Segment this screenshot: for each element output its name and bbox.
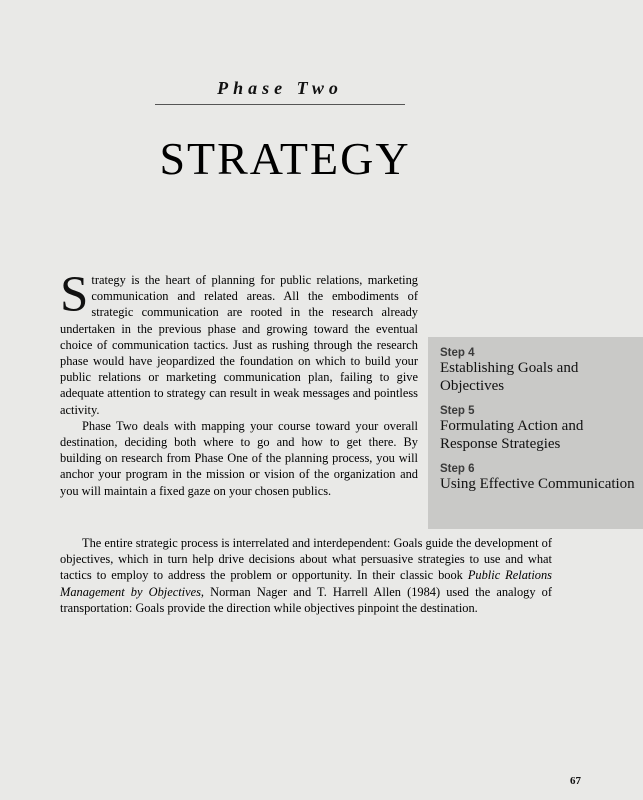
step-label: Step 6: [440, 463, 475, 475]
paragraph-two: Phase Two deals with mapping your course toward your overall destination, deciding both where to go and how to get there. By building on research from Phase One of the planning process, you will anchor your program in the mission or vision of the organization and you will maintain a fixed gaze on your chosen publics.: [60, 418, 418, 498]
step-title: Establishing Goals and Objectives: [440, 360, 579, 394]
paragraph-one-text: trategy is the heart of planning for public relations, marketing communication and related areas. All the embodiments of strategic communication are rooted in the research already undertaken in the previous phase and growing toward the eventual choice of communication tactics. Just as rushing through the research phase would have jeopardized the foundation on which to build your public relations or marketing communication plan, failing to give adequate attention to strategy can result in weak messages and pointless activity.: [60, 273, 418, 417]
body-text-top: [60, 267, 418, 499]
step-label: Step 5: [440, 405, 475, 417]
step-label: Step 4: [440, 347, 475, 359]
step-title: Formulating Action and Response Strategies: [440, 418, 584, 452]
drop-cap: S: [60, 267, 89, 323]
paragraph-one: [60, 267, 418, 418]
paragraph-three-part-two: Norman Nager and T. Harrell Allen (1984) used the analogy of transportation: Goals provide the direction while objectives pinpoint the destination.: [60, 584, 552, 615]
page-title: STRATEGY: [159, 133, 411, 184]
paragraph-three: [60, 535, 552, 616]
phase-label: Phase Two: [217, 78, 343, 98]
step-item: [440, 405, 643, 453]
phase-divider-rule: [155, 104, 405, 105]
paragraph-three-part-one: The entire strategic process is interrelated and interdependent: Goals guide the development of objectives, which in turn help drive decisions about what persuasive strategies to use and what tactics to employ to address the problem or opportunity. In their classic book: [60, 536, 552, 583]
body-text-bottom: [60, 535, 552, 616]
steps-sidebar: [428, 337, 643, 529]
step-title: Using Effective Communication: [440, 476, 635, 492]
page-number: 67: [570, 775, 581, 787]
step-item: [440, 463, 643, 494]
book-title-citation: Public Relations Management by Objectives,: [60, 568, 552, 599]
step-item: [440, 347, 643, 395]
